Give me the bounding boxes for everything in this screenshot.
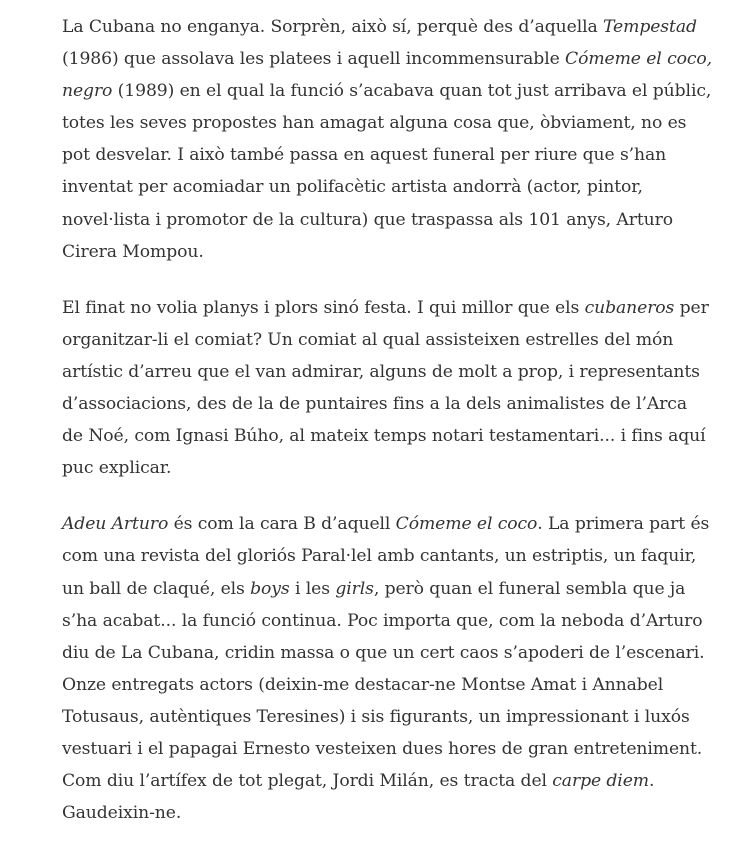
text-run: La Cubana no enganya. Sorprèn, això sí, perquè des d’aquella xyxy=(62,17,604,37)
italic-term: girls xyxy=(335,578,374,599)
text-run: per organitzar-li el comiat? Un comiat al qual assisteixen estrelles del món artístic d’arreu que el van admirar, alguns de molt a prop, i representants d’associacions, des de la de puntaires fins a la dels animalistes de l’Arca de Noé, com Ignasi Búho, al mateix temps notari testamentari... i fins aquí puc explicar. xyxy=(62,297,709,479)
paragraph-3 xyxy=(62,508,712,829)
text-run: El finat no volia planys i plors sinó festa. I qui millor que els xyxy=(62,297,585,318)
italic-term: boys xyxy=(250,578,290,599)
italic-title: Cómeme el coco, negro xyxy=(62,49,712,102)
italic-title: Adeu Arturo xyxy=(62,514,169,535)
italic-term: carpe diem xyxy=(552,771,649,792)
paragraph-1 xyxy=(62,11,712,268)
text-run: , però quan el funeral sembla que ja s’ha acabat... la funció continua. Poc importa que, com la neboda d’Arturo diu de La Cubana, cridin massa o que un cert caos s’apoderi de l’escenari. Onze entregats actors (deixin-me destacar-ne Montse Amat i Annabel Totusaus, autèntiques Teresines) i sis figurants, un impressionant i luxós vestuari i el papagai Ernesto vesteixen dues hores de gran entreteniment. Com diu l’artífex de tot plegat, Jordi Milán, es tracta del xyxy=(62,578,705,792)
article-body xyxy=(62,11,712,853)
text-run: . La primera part és com una revista del gloriós Paral·lel amb cantants, un estriptis, un faquir, un ball de claqué, els xyxy=(62,514,710,599)
paragraph-2 xyxy=(62,292,712,485)
text-run: i les xyxy=(289,578,336,599)
text-run: és com la cara B d’aquell xyxy=(168,514,396,535)
text-run: . Gaudeixin-ne. xyxy=(62,771,655,824)
italic-title: Cómeme el coco xyxy=(395,514,538,535)
text-run: (1989) en el qual la funció s’acabava quan tot just arribava el públic, totes les seves propostes han amagat alguna cosa que, òbviament, no es pot desvelar. I això també passa en aquest funeral per riure que s’han inventat per acomiadar un polifacètic artista andorrà (actor, pintor, novel·lista i promotor de la cultura) que traspassa als 101 anys, Arturo Cirera Mompou. xyxy=(62,81,712,262)
italic-term: cubaneros xyxy=(584,297,675,318)
text-run: (1986) que assolava les platees i aquell incommensurable xyxy=(62,49,566,70)
italic-title: Tempestad xyxy=(603,17,697,37)
